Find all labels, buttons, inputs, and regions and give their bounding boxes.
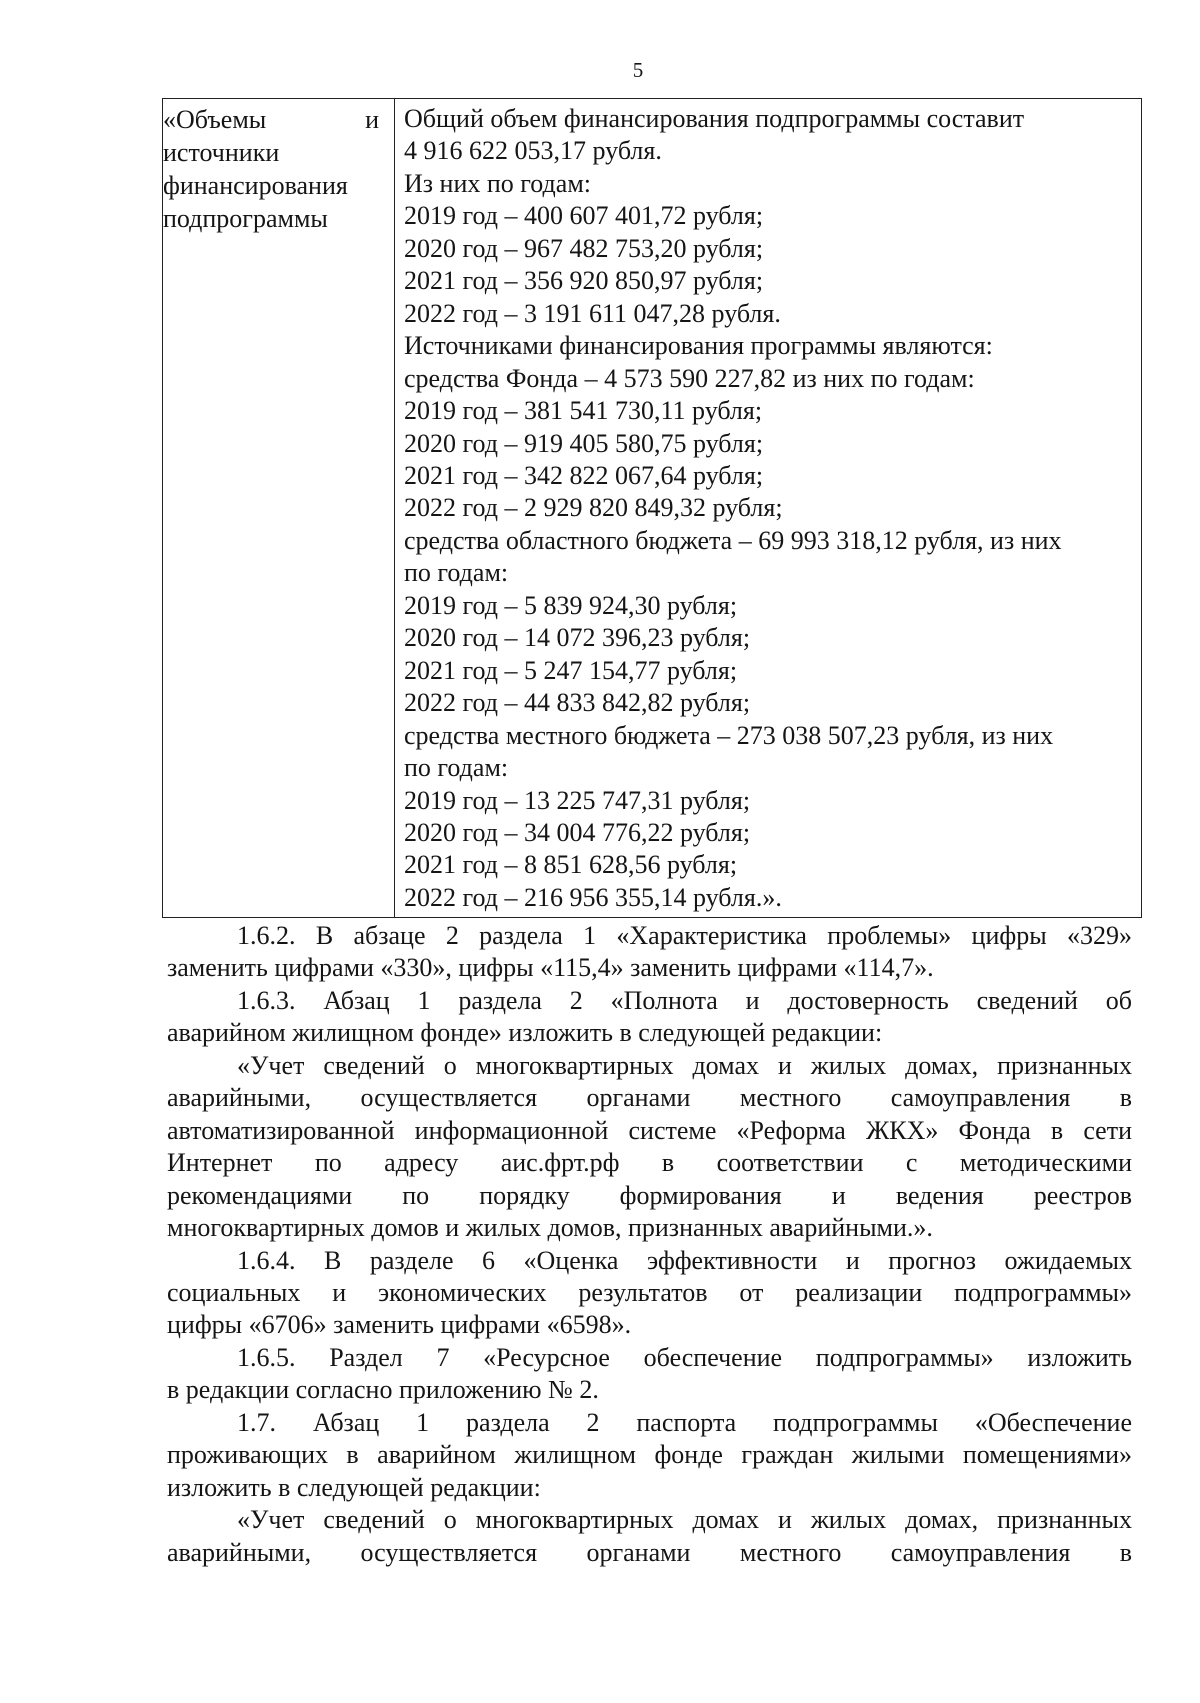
- funding-line: 2022 год – 3 191 611 047,28 рубля.: [404, 298, 781, 328]
- table-column-divider: [394, 99, 395, 917]
- funding-line: Общий объем финансирования подпрограммы составит: [404, 104, 1025, 133]
- funding-line: средства областного бюджета – 69 993 318,12 рубля, из них: [404, 525, 1062, 555]
- funding-line: средства Фонда – 4 573 590 227,82 из них по годам:: [404, 363, 975, 393]
- left-cell-line: подпрограммы: [163, 204, 328, 233]
- funding-line: Источниками финансирования программы являются:: [404, 331, 993, 361]
- funding-line: 2021 год – 342 822 067,64 рубля;: [404, 460, 764, 490]
- funding-line: по годам:: [404, 558, 509, 588]
- left-cell-line: [163, 103, 379, 136]
- funding-line: 2019 год – 400 607 401,72 рубля;: [404, 201, 764, 231]
- funding-line: средства местного бюджета – 273 038 507,23 рубля, из них: [404, 720, 1054, 750]
- page-number: 5: [632, 58, 644, 82]
- funding-line: 2019 год – 13 225 747,31 рубля;: [404, 785, 751, 815]
- table-right-cell: [404, 103, 1134, 914]
- text-line: Интернет по адресу аис.фрт.рф в соответствии с методическими: [167, 1148, 1132, 1178]
- paragraph-1-7: [167, 1407, 1132, 1504]
- left-cell-line: финансирования: [163, 171, 348, 200]
- paragraph-1-6-5: [167, 1342, 1132, 1407]
- text-line: 1.6.5. Раздел 7 «Ресурсное обеспечение подпрограммы» изложить: [237, 1342, 1132, 1372]
- table-left-cell: [163, 103, 387, 235]
- left-cell-word: и: [365, 105, 379, 134]
- text-line: аварийном жилищном фонде» изложить в следующей редакции:: [167, 1018, 883, 1048]
- text-line: изложить в следующей редакции:: [167, 1472, 541, 1502]
- financing-passport-table: [162, 98, 1142, 918]
- paragraph-quote-registry-2: [167, 1504, 1132, 1569]
- funding-line: Из них по годам:: [404, 168, 592, 198]
- left-cell-line: источники: [163, 138, 280, 167]
- paragraph-quote-registry: [167, 1050, 1132, 1245]
- text-line: проживающих в аварийном жилищном фонде граждан жилыми помещениями»: [167, 1440, 1132, 1470]
- funding-line: 2020 год – 34 004 776,22 рубля;: [404, 817, 751, 847]
- text-line: «Учет сведений о многоквартирных домах и жилых домах, признанных: [237, 1505, 1132, 1535]
- funding-line: по годам:: [404, 753, 509, 783]
- text-line: «Учет сведений о многоквартирных домах и жилых домах, признанных: [237, 1050, 1132, 1080]
- text-line: цифры «6706» заменить цифрами «6598».: [167, 1310, 632, 1340]
- text-line: аварийными, осуществляется органами местного самоуправления в: [167, 1537, 1132, 1567]
- text-line: 1.7. Абзац 1 раздела 2 паспорта подпрограммы «Обеспечение: [237, 1407, 1132, 1437]
- text-line: заменить цифрами «330», цифры «115,4» заменить цифрами «114,7».: [167, 953, 934, 983]
- funding-line: 2019 год – 5 839 924,30 рубля;: [404, 590, 738, 620]
- text-line: в редакции согласно приложению № 2.: [167, 1375, 599, 1405]
- funding-line: 4 916 622 053,17 рубля.: [404, 136, 662, 166]
- paragraph-1-6-3: [167, 985, 1132, 1050]
- text-line: 1.6.3. Абзац 1 раздела 2 «Полнота и достоверность сведений об: [237, 985, 1132, 1015]
- funding-line: 2021 год – 5 247 154,77 рубля;: [404, 655, 738, 685]
- funding-line: 2019 год – 381 541 730,11 рубля;: [404, 396, 763, 426]
- text-line: многоквартирных домов и жилых домов, признанных аварийными.».: [167, 1213, 933, 1243]
- funding-line: 2021 год – 356 920 850,97 рубля;: [404, 266, 764, 296]
- paragraph-1-6-4: [167, 1245, 1132, 1342]
- left-cell-word: «Объемы: [163, 105, 267, 134]
- funding-line: 2022 год – 216 956 355,14 рубля.».: [404, 882, 782, 912]
- text-line: автоматизированной информационной системе «Реформа ЖКХ» Фонда в сети: [167, 1115, 1132, 1145]
- text-line: аварийными, осуществляется органами местного самоуправления в: [167, 1083, 1132, 1113]
- text-line: рекомендациями по порядку формирования и ведения реестров: [167, 1180, 1132, 1210]
- funding-line: 2022 год – 44 833 842,82 рубля;: [404, 688, 751, 718]
- funding-line: 2021 год – 8 851 628,56 рубля;: [404, 850, 738, 880]
- text-line: 1.6.2. В абзаце 2 раздела 1 «Характеристика проблемы» цифры «329»: [237, 921, 1132, 950]
- funding-line: 2022 год – 2 929 820 849,32 рубля;: [404, 493, 783, 523]
- text-line: социальных и экономических результатов от реализации подпрограммы»: [167, 1277, 1132, 1307]
- text-line: 1.6.4. В разделе 6 «Оценка эффективности и прогноз ожидаемых: [237, 1245, 1132, 1275]
- funding-line: 2020 год – 967 482 753,20 рубля;: [404, 233, 764, 263]
- funding-line: 2020 год – 919 405 580,75 рубля;: [404, 428, 764, 458]
- paragraph-1-6-2: [167, 920, 1132, 985]
- document-body: [167, 920, 1132, 1569]
- funding-line: 2020 год – 14 072 396,23 рубля;: [404, 623, 751, 653]
